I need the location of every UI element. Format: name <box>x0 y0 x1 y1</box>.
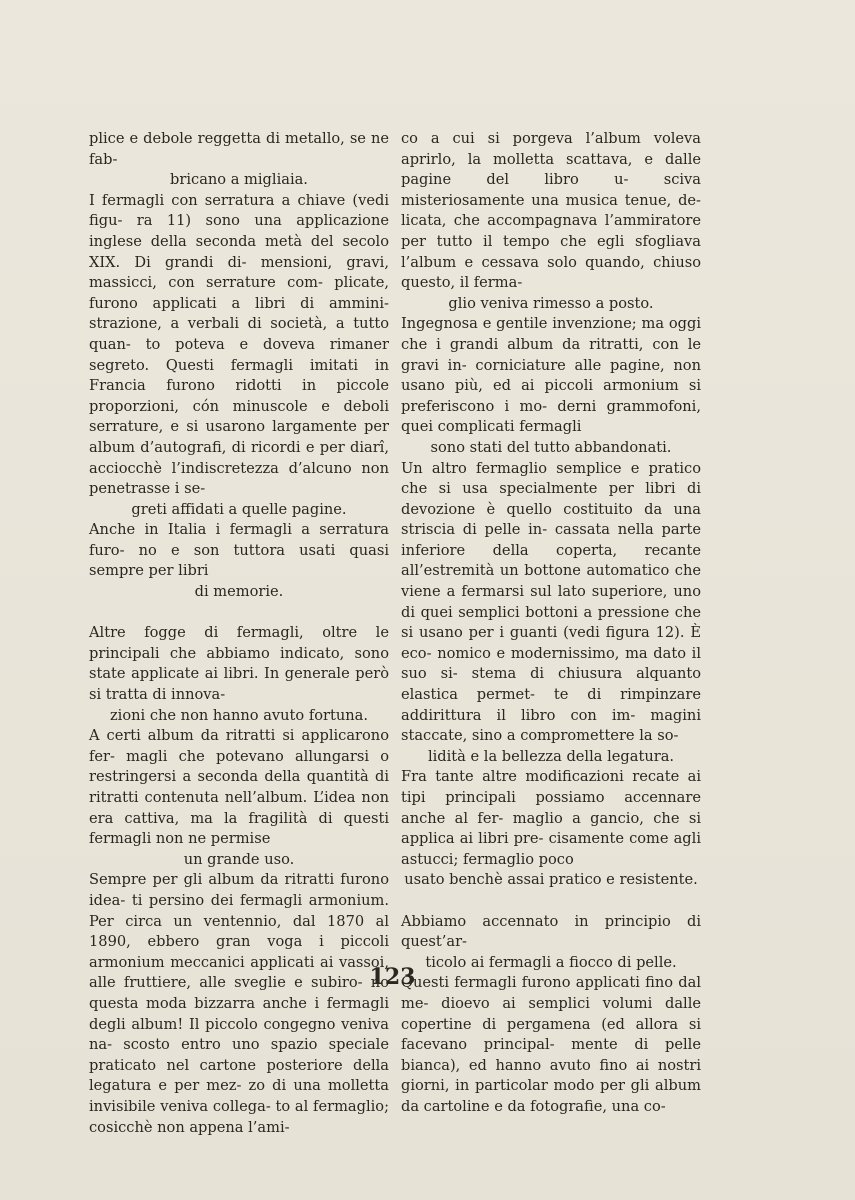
paragraph <box>89 870 389 1138</box>
paragraph-last-line: bricano a migliaia. <box>170 171 308 189</box>
paragraph-text: I fermagli con serratura a chiave (vedi figu- ra 11) sono una applicazione inglese della seconda metà del secolo XIX. Di grandi di- mensioni, gravi, massicci, con serrature com- plicate, furono applicati a libri di ammini- strazione, a verbali di società, a tutto quan- to poteva e doveva rimaner segreto. Questi fermagli imitati in Francia furono ridotti in piccole proporzioni, cón minuscole e deboli serrature, e si usarono largamente per album d’autografi, di ricordi e per diarî, acciocchè l’indiscretezza d’alcuno non penetrasse i se- <box>89 191 389 498</box>
paragraph-text: co a cui si porgeva l’album voleva aprirlo, la molletta scattava, e dalle pagine del libro u- sciva misteriosamente una musica tenue, de- licata, che accompagnava l’ammiratore per tutto il tempo che egli sfogliava l’album e cessava solo quando, chiuso questo, il ferma- <box>401 130 701 292</box>
paragraph <box>401 767 701 891</box>
paragraph-last-line: zioni che non hanno avuto fortuna. <box>109 706 369 724</box>
page-number: 123 <box>369 964 416 990</box>
paragraph-text: Altre fogge di fermagli, oltre le principali che abbiamo indicato, sono state applicate ai libri. In generale però si tratta di innova- <box>89 624 389 704</box>
paragraph-last-line: glio veniva rimesso a posto. <box>448 294 654 312</box>
paragraph-text: Questi fermagli furono applicati fino dal me- dioevo ai semplici volumi dalle copertine di pergamena (ed allora si facevano principal- mente di pelle bianca), ed hanno avuto fino ai nostri giorni, in particolar modo per gli album da cartoline e da fotografie, una co- <box>401 974 701 1115</box>
paragraph-text: Un altro fermaglio semplice e pratico che si usa specialmente per libri di devozione è quello costituito da una striscia di pelle in- cassata nella parte inferiore della coperta, recante all’estremità un bottone automatico che viene a fermarsi sul lato superiore, uno di quei semplici bottoni a pressione che si usano per i guanti (vedi figura 12). È eco- nomico e modernissimo, ma dato il suo si- stema di chiusura alquanto elastica permet- te di rimpinzare addirittura il libro con im- magini staccate, sino a compromettere la so- <box>401 459 701 745</box>
paragraph <box>401 129 701 314</box>
paragraph-last-line: lidità e la bellezza della legatura. <box>427 747 675 765</box>
paragraph-gap <box>89 603 389 624</box>
paragraph <box>89 623 389 726</box>
paragraph-last-line: usato benchè assai pratico e resistente. <box>404 871 698 889</box>
paragraph-text: Ingegnosa e gentile invenzione; ma oggi che i grandi album da ritratti, con le gravi in- corniciature alle pagine, non usano più, ed ai piccoli armonium si preferiscono i mo- derni grammofoni, quei complicati fermagli <box>401 315 701 436</box>
paragraph-last-line: un grande uso. <box>183 850 295 868</box>
paragraph-text: Sempre per gli album da ritratti furono idea- ti persino dei fermagli armonium. Per circa un ventennio, dal 1870 al 1890, ebbero gran voga i piccoli armonium meccanici applicati ai vassoi, alle fruttiere, alle sveglie e subiro- no questa moda bizzarra anche i fermagli degli album! Il piccolo congegno veniva na- scosto entro uno spazio speciale praticato nel cartone posteriore della legatura e per mez- zo di una molletta invisibile veniva collega- to al fermaglio; cosicchè non appena l’ami- <box>89 871 389 1136</box>
paragraph-last-line: ticolo ai fermagli a fiocco di pelle. <box>425 953 677 971</box>
paragraph-last-line: sono stati del tutto abbandonati. <box>430 438 672 456</box>
paragraph <box>89 726 389 870</box>
paragraph-text: Anche in Italia i fermagli a serratura furo- no e son tuttora usati quasi sempre per libri <box>89 521 389 580</box>
paragraph-last-line: greti affidati a quelle pagine. <box>131 500 347 518</box>
paragraph-last-line: di memorie. <box>194 583 284 601</box>
paragraph <box>401 314 701 458</box>
paragraph <box>89 129 389 191</box>
paragraph <box>401 459 701 768</box>
paragraph-text: plice e debole reggetta di metallo, se ne fab- <box>89 130 389 168</box>
paragraph-gap <box>401 891 701 912</box>
paragraph <box>89 520 389 602</box>
paragraph <box>401 973 701 1117</box>
paragraph-text: Abbiamo accennato in principio di quest’ar- <box>401 912 701 951</box>
paragraph <box>89 191 389 521</box>
paragraph-text: Fra tante altre modificazioni recate ai tipi principali possiamo accennare anche al fer- maglio a gancio, che si applica ai libri pre- cisamente come agli astucci; fermaglio poco <box>401 768 701 868</box>
paragraph-text: A certi album da ritratti si applicarono fer- magli che potevano allungarsi o restringersi a seconda della quantità di ritratti contenuta nell’album. L’idea non era cattiva, ma la fragilità di questi fermagli non ne permise <box>89 727 389 848</box>
